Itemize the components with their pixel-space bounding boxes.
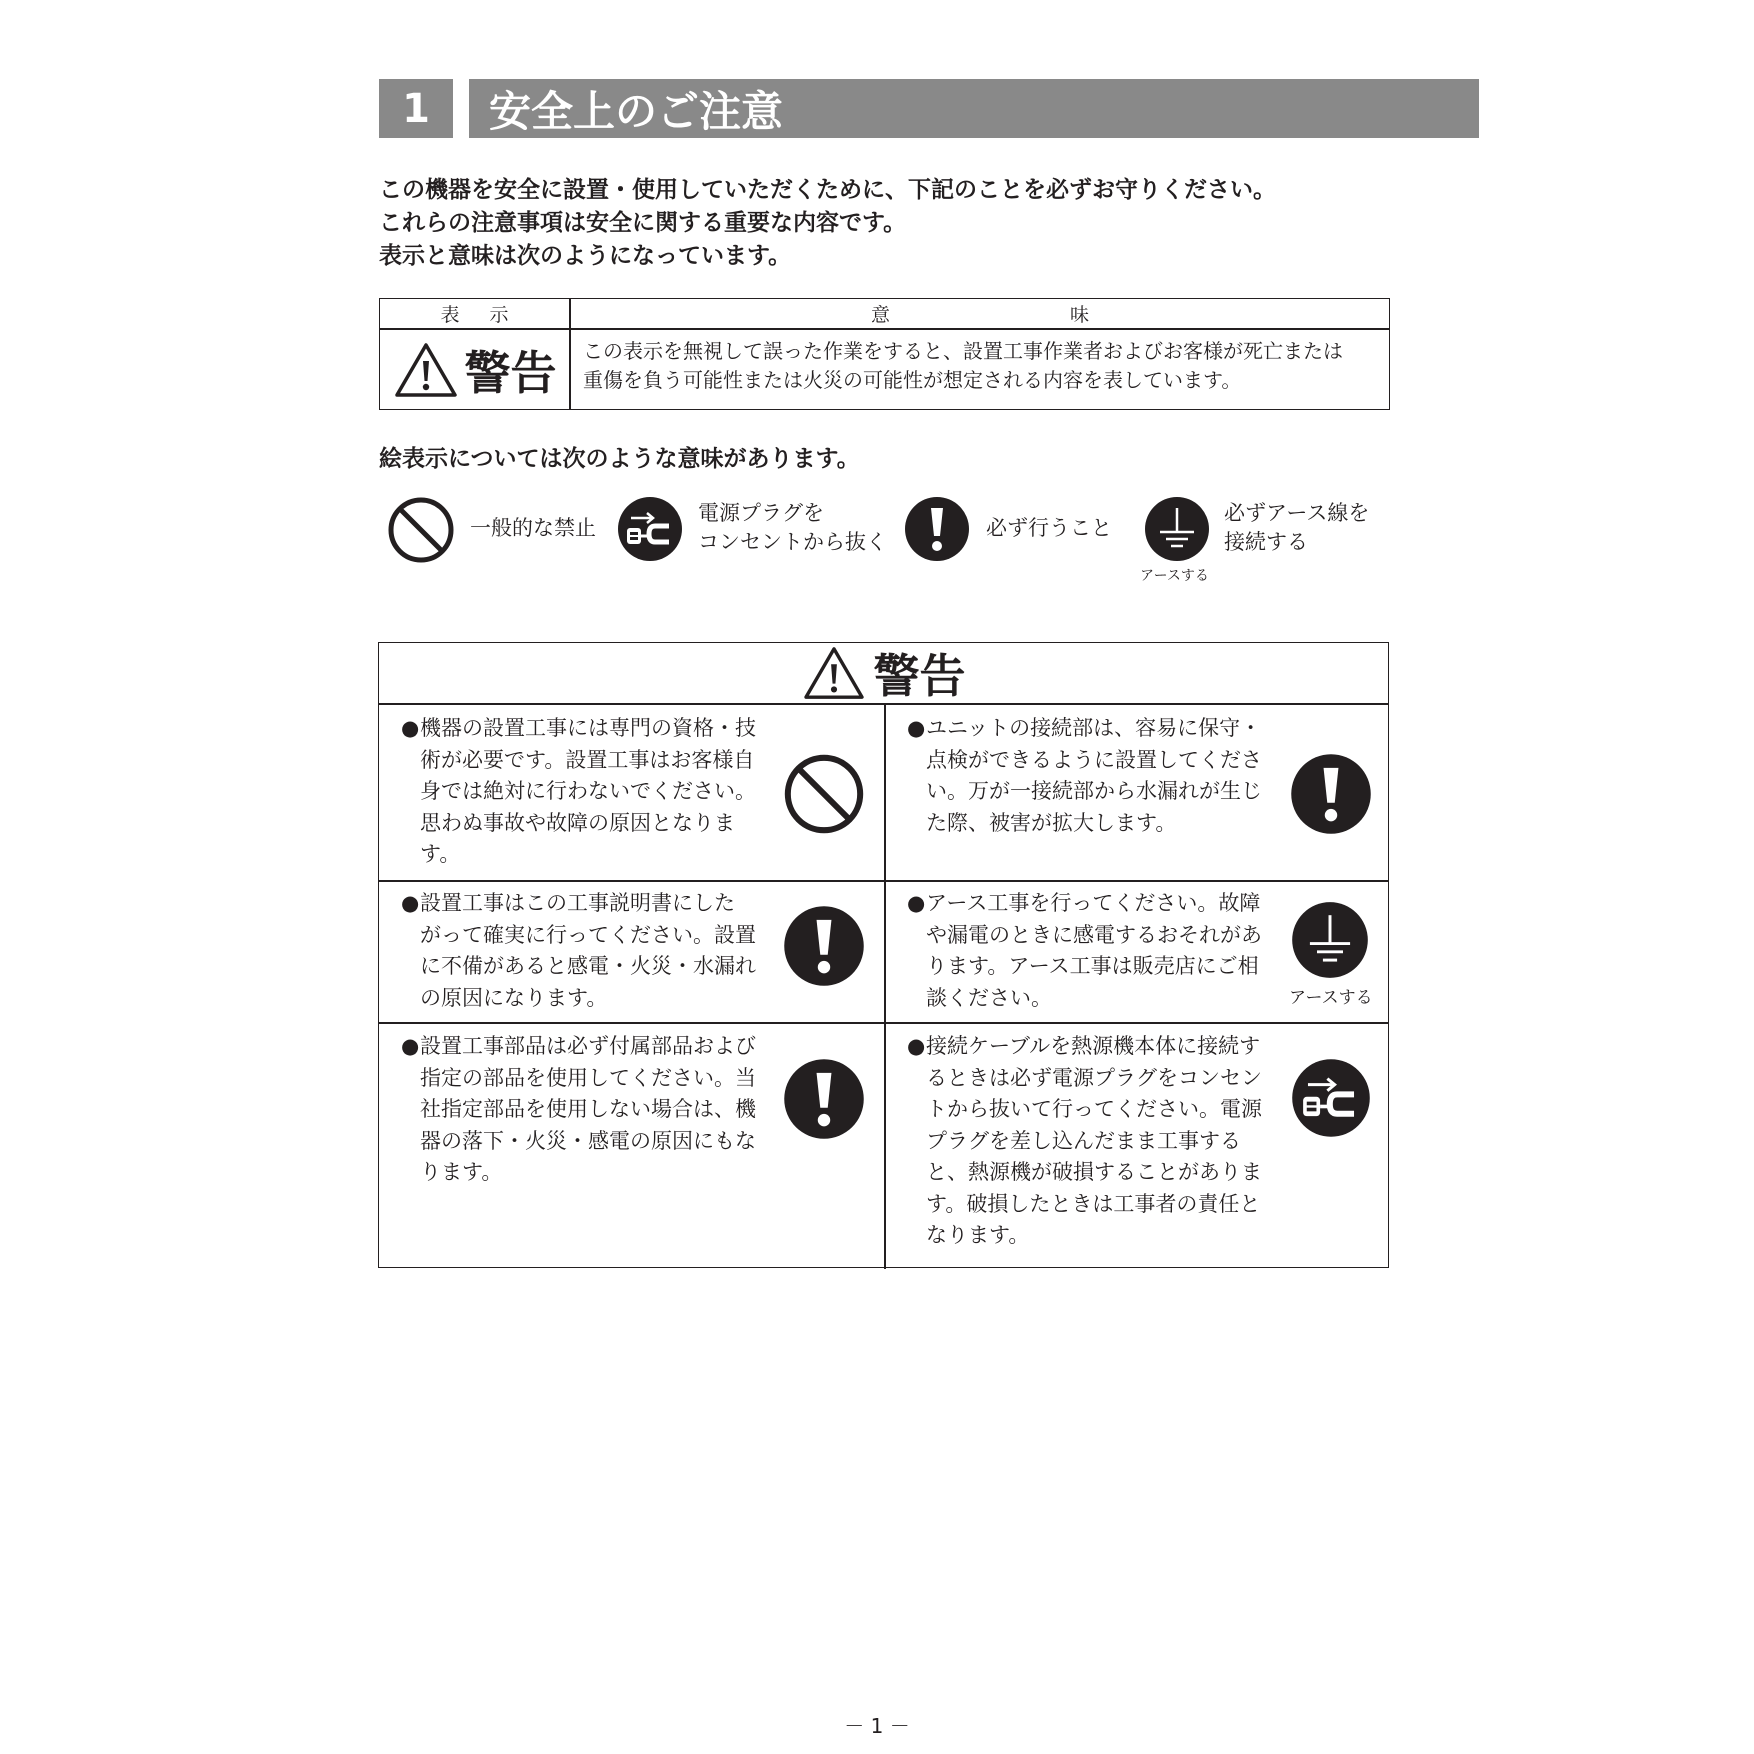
item-line: や漏電のときに感電するおそれがあ	[926, 922, 1262, 947]
bullet: ●	[907, 1034, 926, 1058]
pictogram-intro: 絵表示については次のような意味があります。	[379, 446, 860, 472]
ground-label	[1224, 499, 1369, 557]
item-line: の原因になります。	[420, 985, 608, 1010]
item-line: 身では絶対に行わないでください。	[420, 779, 756, 803]
ground-icon	[1291, 901, 1369, 979]
item-line: 術が必要です。設置工事はお客様自	[420, 747, 755, 772]
col-meaning-header: 意味	[870, 304, 1269, 326]
warning-label	[380, 330, 569, 409]
bullet: ●	[907, 891, 926, 915]
section-title: 安全上のご注意	[469, 79, 1479, 138]
bullet: ●	[907, 716, 926, 740]
ground-label-line: 接続する	[1224, 530, 1308, 554]
prohibit-label: 一般的な禁止	[470, 516, 596, 540]
warning-box	[378, 642, 1389, 1268]
item-line: なります。	[926, 1223, 1030, 1247]
intro-line: 表示と意味は次のようになっています。	[379, 243, 792, 269]
item-line: い。万が一接続部から水漏れが生じ	[926, 779, 1262, 803]
item-line: 器の落下・火災・感電の原因にもな	[420, 1128, 756, 1153]
unplug-label-line: コンセントから抜く	[698, 530, 887, 554]
item-line: と、熱源機が破損することがありま	[926, 1160, 1262, 1184]
warning-triangle-icon	[802, 645, 866, 701]
item-line: 指定の部品を使用してください。当	[420, 1065, 756, 1090]
unplug-icon	[617, 496, 683, 562]
warning-triangle-icon	[393, 341, 459, 399]
item-line: す。	[420, 842, 461, 866]
page-number: － 1 －	[844, 1714, 910, 1738]
item-line: に不備があると感電・火災・水漏れ	[420, 954, 756, 978]
bullet: ●	[401, 716, 420, 740]
prohibit-icon	[783, 753, 865, 835]
item-line: ユニットの接続部は、容易に保守・	[926, 716, 1262, 740]
warning-box-title	[379, 643, 1388, 703]
item-line: た際、被害が拡大します。	[926, 810, 1177, 835]
warning-box-title-text: 警告	[873, 649, 966, 703]
section-number: 1	[379, 79, 453, 138]
item-line: 設置工事はこの工事説明書にした	[420, 891, 735, 915]
item-line: 社指定部品を使用しない場合は、機	[420, 1097, 756, 1121]
item-line: 談ください。	[926, 985, 1052, 1010]
item-line: トから抜いて行ってください。電源	[926, 1097, 1262, 1121]
item-line: ります。アース工事は販売店にご相	[926, 954, 1259, 978]
intro-line: これらの注意事項は安全に関する重要な内容です。	[379, 210, 907, 236]
bullet: ●	[401, 1034, 420, 1058]
item-line: 接続ケーブルを熱源機本体に接続す	[926, 1034, 1261, 1058]
legend-table	[379, 298, 1390, 410]
item-line: アース工事を行ってください。故障	[926, 891, 1261, 915]
item-line: プラグを差し込んだまま工事する	[926, 1128, 1241, 1153]
warning-description	[583, 337, 1383, 395]
mandatory-label: 必ず行うこと	[986, 516, 1112, 540]
mandatory-icon	[1290, 753, 1372, 835]
mandatory-icon	[783, 1058, 865, 1140]
unplug-label-line: 電源プラグを	[698, 501, 824, 525]
intro-text	[379, 174, 1479, 273]
mandatory-icon	[904, 496, 970, 562]
item-line: 設置工事部品は必ず付属部品および	[420, 1034, 756, 1058]
ground-icon	[1144, 496, 1210, 562]
unplug-label	[698, 499, 887, 557]
col-display-header: 表示	[440, 304, 539, 326]
mandatory-icon	[783, 905, 865, 987]
item-line: 点検ができるように設置してくださ	[926, 747, 1262, 772]
intro-line: この機器を安全に設置・使用していただくために、下記のことを必ずお守りください。	[379, 177, 1276, 203]
bullet: ●	[401, 891, 420, 915]
item-line: す。破損したときは工事者の責任と	[926, 1191, 1261, 1216]
ground-caption: アースする	[1140, 568, 1209, 584]
ground-label-line: 必ずアース線を	[1224, 501, 1370, 525]
prohibit-icon	[387, 496, 455, 564]
item-line: 思わぬ事故や故障の原因となりま	[420, 810, 735, 835]
ground-caption: アースする	[1289, 988, 1373, 1008]
item-line: ります。	[420, 1160, 503, 1184]
description-line: この表示を無視して誤った作業をすると、設置工事作業者およびお客様が死亡または	[583, 339, 1343, 363]
item-line: るときは必ず電源プラグをコンセン	[926, 1065, 1262, 1090]
item-line: がって確実に行ってください。設置	[420, 922, 756, 947]
unplug-icon	[1291, 1058, 1371, 1138]
item-line: 機器の設置工事には専門の資格・技	[420, 716, 756, 740]
warning-text: 警告	[464, 345, 557, 400]
description-line: 重傷を負う可能性または火災の可能性が想定される内容を表しています。	[583, 368, 1242, 392]
